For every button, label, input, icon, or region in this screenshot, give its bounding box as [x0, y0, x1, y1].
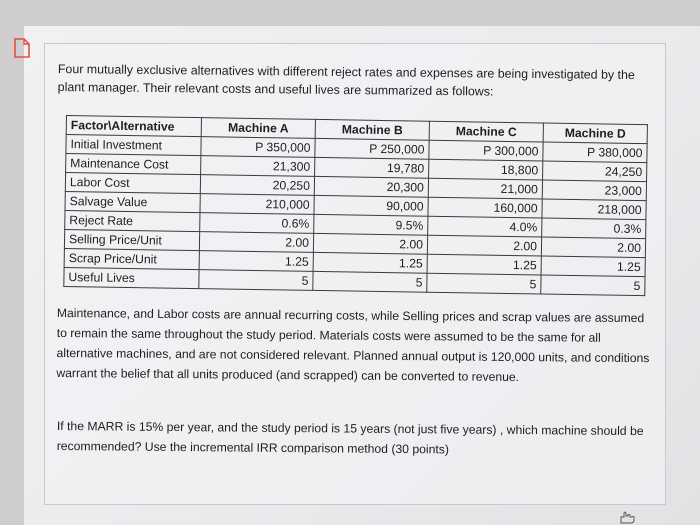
cell-machine-d: 23,000: [542, 180, 646, 201]
cell-machine-d: 5: [541, 275, 645, 296]
cell-machine-c: 1.25: [427, 254, 541, 275]
cell-machine-d: 24,250: [543, 161, 647, 182]
cell-machine-c: P 300,000: [429, 140, 543, 161]
header-factor: Factor\Alternative: [66, 116, 201, 137]
cell-machine-b: 5: [313, 271, 427, 292]
cell-machine-c: 21,000: [428, 178, 542, 199]
row-label: Initial Investment: [66, 135, 201, 156]
row-label: Maintenance Cost: [66, 154, 201, 175]
cell-machine-b: 1.25: [313, 252, 427, 273]
cell-machine-a: 21,300: [201, 156, 315, 177]
cell-machine-d: 1.25: [541, 256, 645, 277]
alternatives-table: [63, 115, 648, 296]
cell-machine-a: 2.00: [199, 232, 313, 253]
cell-machine-c: 18,800: [429, 159, 543, 180]
row-label: Scrap Price/Unit: [64, 248, 199, 269]
document-icon: [13, 37, 31, 59]
cell-machine-c: 4.0%: [428, 216, 542, 237]
cell-machine-b: 9.5%: [314, 214, 428, 235]
cell-machine-b: 20,300: [314, 176, 428, 197]
cell-machine-c: 2.00: [427, 235, 541, 256]
header-machine-d: Machine D: [543, 123, 647, 144]
cell-machine-b: 2.00: [313, 233, 427, 254]
row-label: Useful Lives: [64, 267, 199, 288]
cell-machine-a: 210,000: [200, 194, 314, 215]
cell-machine-c: 5: [427, 273, 541, 294]
row-label: Selling Price/Unit: [64, 229, 199, 250]
hand-pointer-icon[interactable]: [618, 510, 638, 524]
cell-machine-b: 19,780: [315, 157, 429, 178]
cell-machine-a: P 350,000: [201, 137, 315, 158]
cell-machine-b: P 250,000: [315, 138, 429, 159]
cell-machine-a: 20,250: [200, 175, 314, 196]
cell-machine-a: 0.6%: [200, 213, 314, 234]
row-label: Labor Cost: [65, 173, 200, 194]
intro-text: Four mutually exclusive alternatives with different reject rates and expenses are being investigated by the plant manager. Their relevant costs and useful lives are summarized as follows:: [57, 61, 635, 99]
row-label: Reject Rate: [65, 210, 200, 231]
cell-machine-c: 160,000: [428, 197, 542, 218]
cell-machine-d: 218,000: [542, 199, 646, 220]
paragraph-costs: Maintenance, and Labor costs are annual recurring costs, while Selling prices and scrap values are assumed to remain the same throughout the study period. Materials costs were assumed to be the same for all alternative machines, and are not considered relevant. Planned annual output is 120,000 units, and conditions warrant the belief that all units produced (and scrapped) can be converted to revenue.: [56, 305, 650, 385]
cell-machine-d: 2.00: [541, 237, 645, 258]
cell-machine-d: 0.3%: [542, 218, 646, 239]
row-label: Salvage Value: [65, 191, 200, 212]
cell-machine-b: 90,000: [314, 195, 428, 216]
paragraph-question: If the MARR is 15% per year, and the study period is 15 years (not just five years) , which machine should be recommended? Use the incremental IRR comparison method (30 points): [56, 418, 644, 457]
cell-machine-d: P 380,000: [543, 142, 647, 163]
header-machine-a: Machine A: [201, 118, 315, 139]
cell-machine-a: 1.25: [199, 251, 313, 272]
cell-machine-a: 5: [199, 270, 313, 291]
header-machine-b: Machine B: [315, 119, 429, 140]
header-machine-c: Machine C: [429, 121, 543, 142]
